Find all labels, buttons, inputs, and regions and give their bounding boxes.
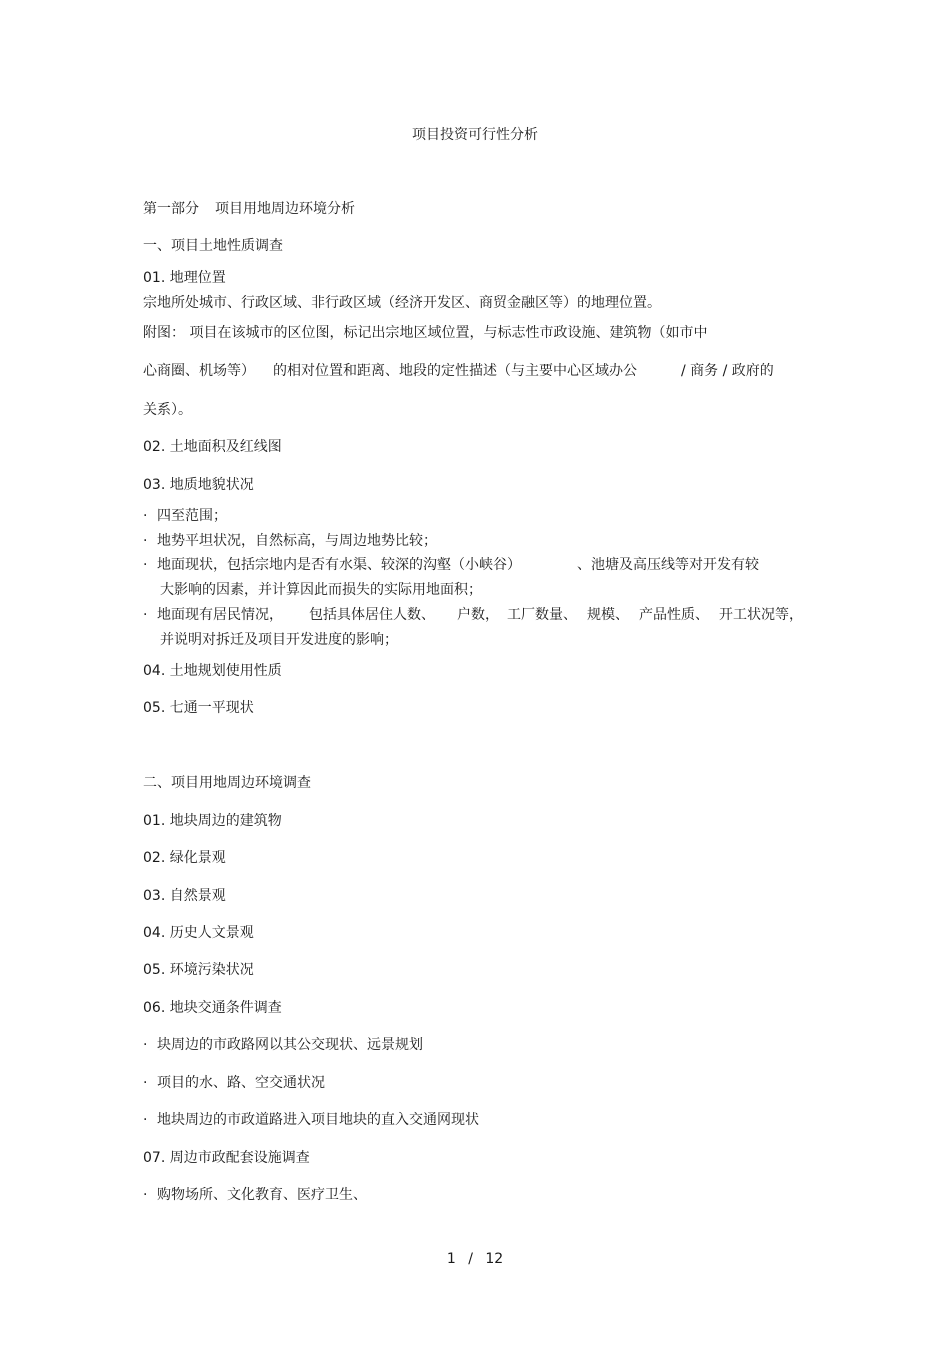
- item-historic-landscape: 04. 历史人文景观: [143, 925, 254, 941]
- item-greenery: 02. 绿化景观: [143, 850, 226, 866]
- item-land-use: 04. 土地规划使用性质: [143, 663, 282, 679]
- item-natural-landscape: 03. 自然景观: [143, 888, 226, 904]
- part-heading: [143, 200, 355, 218]
- page-current: 1: [446, 1251, 456, 1267]
- bullet-ground-status: [143, 556, 759, 574]
- bullet-text: 地块周边的市政道路进入项目地块的直入交通网现状: [157, 1112, 479, 1128]
- bullet-text: 地势平坦状况，自然标高，与周边地势比较；: [157, 533, 437, 549]
- bullet-dot: ·: [143, 508, 148, 524]
- bullet-text: 块周边的市政路网以其公交现状、远景规划: [157, 1037, 423, 1053]
- item-infrastructure: 05. 七通一平现状: [143, 700, 254, 716]
- attachment-line-2c: / 商务 / 政府的: [681, 363, 774, 379]
- bullet-dot: ·: [143, 533, 148, 549]
- bullet-text: 项目的水、路、空交通状况: [157, 1075, 325, 1091]
- bullet-text-cont: 、池塘及高压线等对开发有较: [577, 557, 759, 573]
- bullet-transport: [143, 1074, 325, 1092]
- item-land-area: 02. 土地面积及红线图: [143, 439, 282, 455]
- bullet-ground-status-cont: 大影响的因素，并计算因此而损失的实际用地面积；: [160, 582, 482, 598]
- item-traffic: 06. 地块交通条件调查: [143, 1000, 282, 1016]
- bullet-text: 四至范围；: [157, 508, 227, 524]
- bullet-text-part: 开工状况等，: [719, 607, 803, 623]
- item-municipal-facilities: 07. 周边市政配套设施调查: [143, 1150, 310, 1166]
- item-pollution: 05. 环境污染状况: [143, 962, 254, 978]
- part-heading-label: 第一部分: [143, 201, 199, 217]
- bullet-direct-access: [143, 1111, 479, 1129]
- section-2-heading: 二、项目用地周边环境调查: [143, 775, 311, 791]
- section-1-heading: 一、项目土地性质调查: [143, 238, 283, 254]
- bullet-residents-cont: 并说明对拆迁及项目开发进度的影响；: [160, 632, 398, 648]
- item-surrounding-buildings: 01. 地块周边的建筑物: [143, 813, 282, 829]
- bullet-residents: [143, 606, 803, 624]
- bullet-dot: ·: [143, 1075, 148, 1091]
- bullet-boundary: [143, 507, 227, 525]
- page-number: [0, 1251, 950, 1267]
- bullet-text: 购物场所、文化教育、医疗卫生、: [157, 1187, 367, 1203]
- part-heading-title: 项目用地周边环境分析: [215, 201, 355, 217]
- attachment-line-3: 关系）。: [143, 402, 192, 418]
- page-total: 12: [485, 1251, 504, 1267]
- attachment-line-1: 附图： 项目在该城市的区位图，标记出宗地区域位置，与标志性市政设施、建筑物（如市中: [143, 325, 708, 341]
- bullet-text-part: 户数，: [457, 607, 499, 623]
- bullet-text-part: 规模、: [587, 607, 629, 623]
- bullet-dot: ·: [143, 1187, 148, 1203]
- bullet-amenities: [143, 1186, 367, 1204]
- attachment-line-2: [143, 362, 774, 380]
- bullet-text-part: 工厂数量、: [507, 607, 577, 623]
- bullet-dot: ·: [143, 557, 148, 573]
- bullet-text: 地面现状，包括宗地内是否有水渠、较深的沟壑（小峡谷）: [157, 557, 521, 573]
- item-geology: 03. 地质地貌状况: [143, 477, 254, 493]
- document-title: 项目投资可行性分析: [412, 127, 538, 143]
- bullet-text: 地面现有居民情况，: [157, 607, 283, 623]
- bullet-text-part: 产品性质、: [639, 607, 709, 623]
- bullet-text-part: 包括具体居住人数、: [309, 607, 435, 623]
- attachment-line-2b: 的相对位置和距离、地段的定性描述（与主要中心区域办公: [273, 363, 637, 379]
- item-geographic-location: 01. 地理位置: [143, 270, 226, 286]
- attachment-line-2a: 心商圈、机场等）: [143, 363, 255, 379]
- item-geographic-location-desc: 宗地所处城市、行政区域、非行政区域（经济开发区、商贸金融区等）的地理位置。: [143, 295, 661, 311]
- page-separator: /: [468, 1251, 473, 1267]
- bullet-dot: ·: [143, 1037, 148, 1053]
- bullet-dot: ·: [143, 607, 148, 623]
- bullet-dot: ·: [143, 1112, 148, 1128]
- bullet-terrain: [143, 532, 437, 550]
- bullet-road-network: [143, 1036, 423, 1054]
